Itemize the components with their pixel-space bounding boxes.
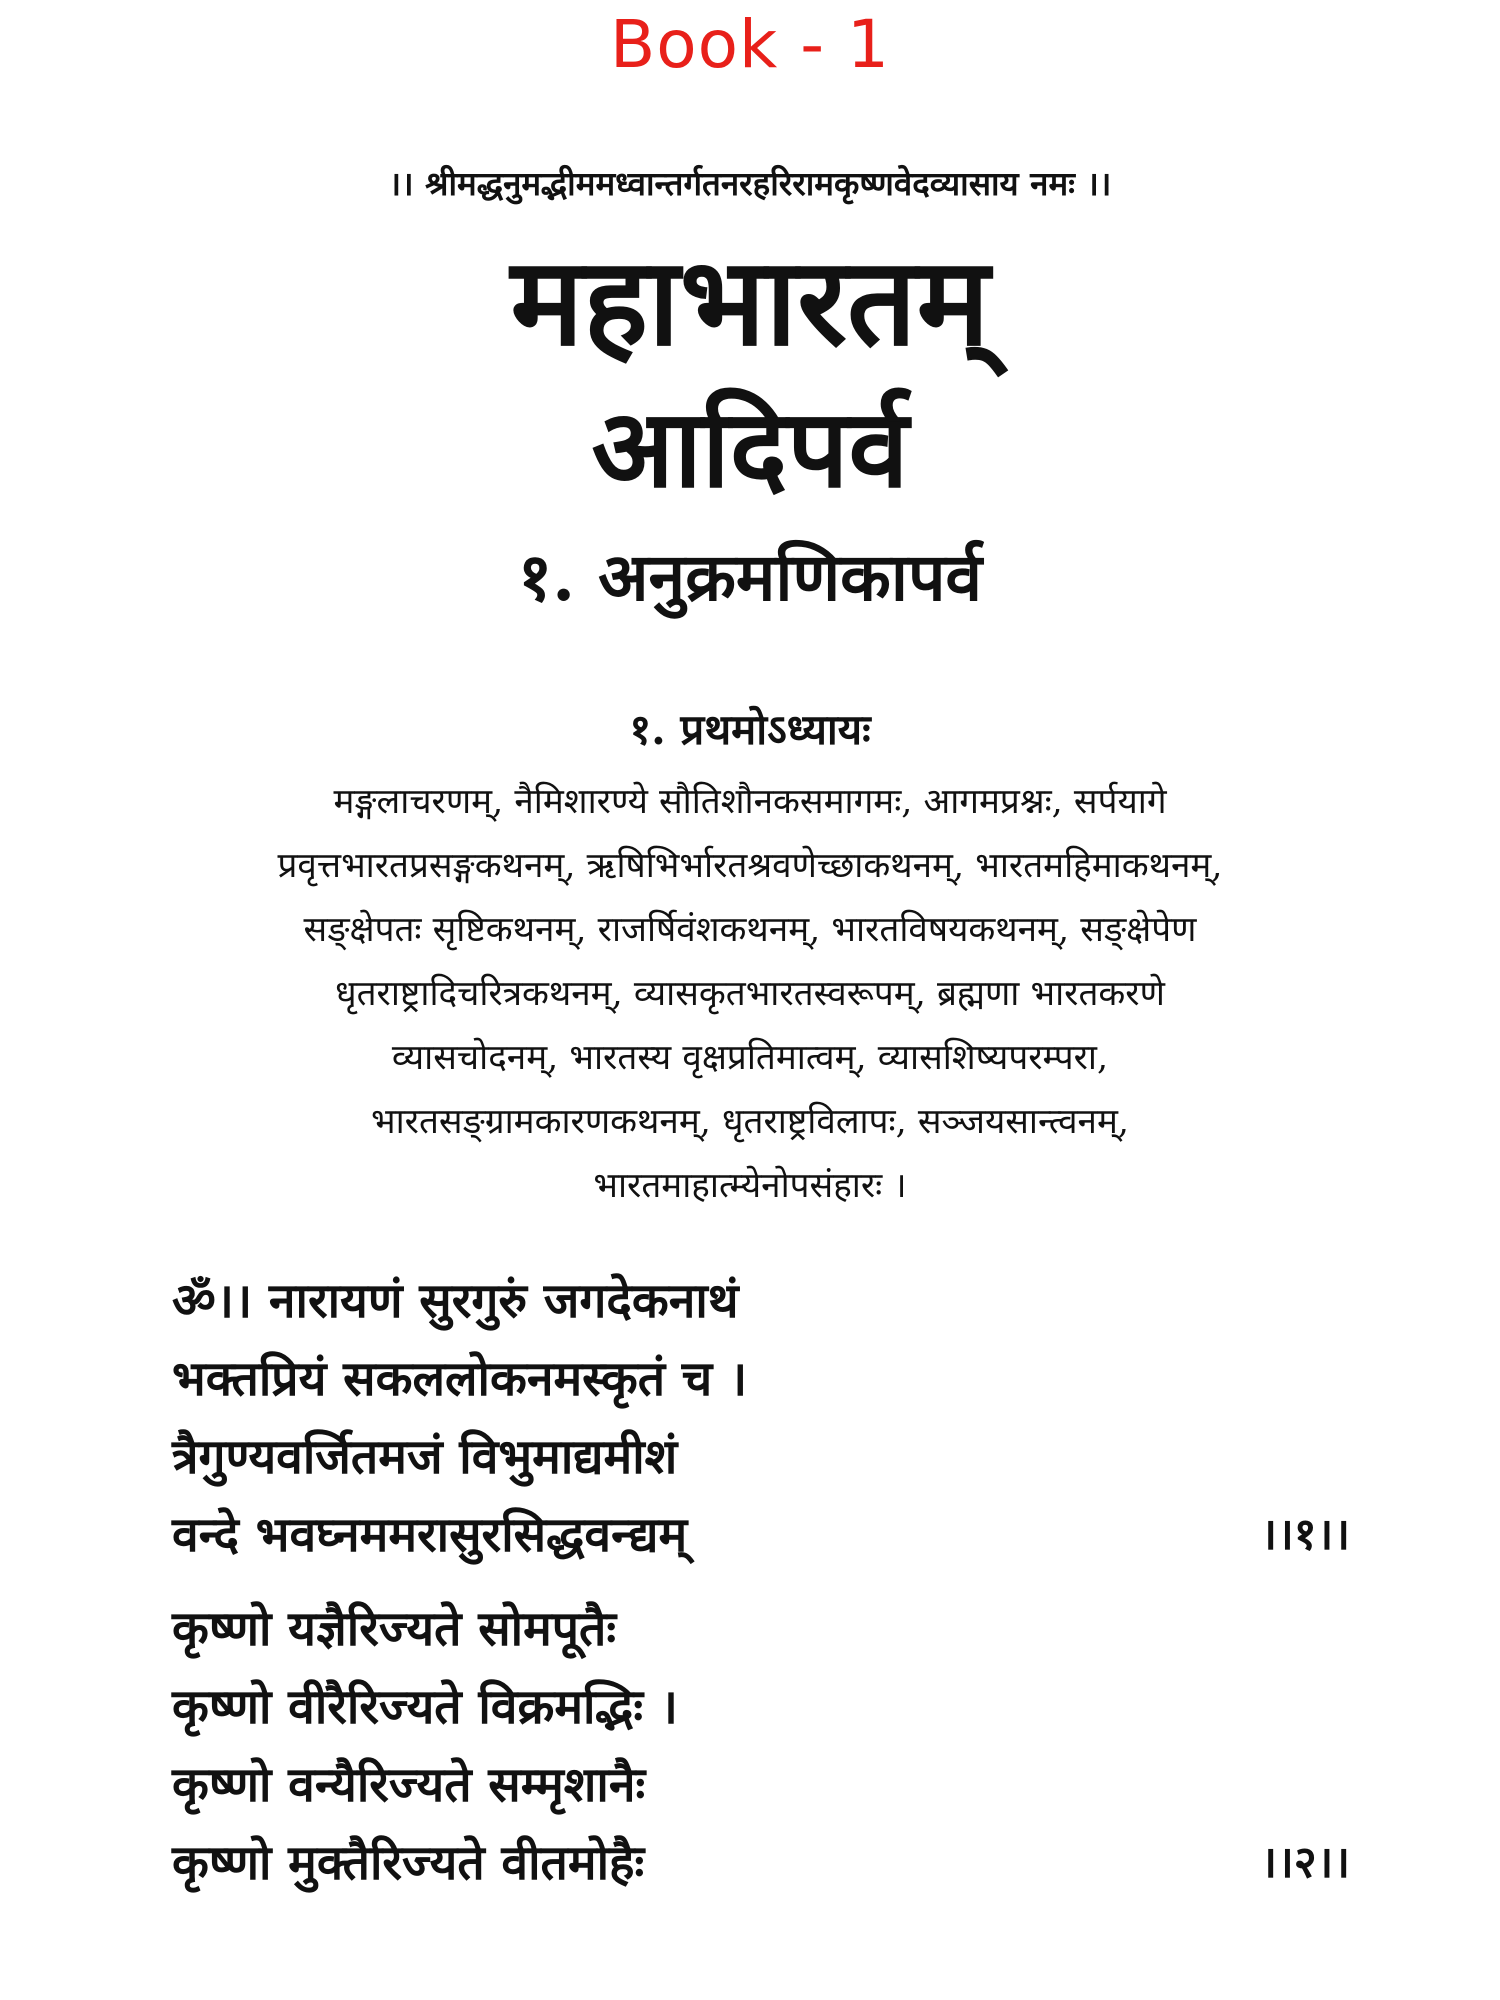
verse-number: ।।२।। <box>1260 1837 1350 1888</box>
verse-line: त्रैगुण्यवर्जितमजं विभुमाद्यमीशं <box>172 1429 678 1485</box>
verse-line: कृष्णो वीरैरिज्यते विक्रमद्भिः । <box>172 1679 678 1735</box>
chapter-summary <box>150 770 1350 1218</box>
parva-title: आदिपर्व <box>591 386 909 512</box>
main-title: महाभारतम् <box>510 229 990 373</box>
invocation-line: ।। श्रीमद्धनुमद्भीममध्वान्तर्गतनरहरिरामकृष्णवेदव्यासाय नमः ।। <box>388 164 1112 203</box>
summary-line: भारतमाहात्म्येनोपसंहारः । <box>593 1166 907 1206</box>
verse-line: कृष्णो वन्यैरिज्यते सम्मृशानैः <box>172 1757 646 1813</box>
verse-line <box>172 1824 1350 1902</box>
summary-line: मङ्गलाचरणम्, नैमिशारण्ये सौतिशौनकसमागमः, आगमप्रश्नः, सर्पयागे <box>333 782 1167 822</box>
verse-line-text: वन्दे भवघ्नममरासुरसिद्धवन्द्यम् <box>172 1507 688 1563</box>
summary-line: धृतराष्ट्रादिचरित्रकथनम्, व्यासकृतभारतस्वरूपम्, ब्रह्मणा भारतकरणे <box>335 974 1165 1014</box>
summary-line: भारतसङ्ग्रामकारणकथनम्, धृतराष्ट्रविलापः, सञ्जयसान्त्वनम्, <box>370 1102 1130 1142</box>
summary-line: सङ्क्षेपतः सृष्टिकथनम्, राजर्षिवंशकथनम्, भारतविषयकथनम्, सङ्क्षेपेण <box>303 910 1197 950</box>
summary-line: व्यासचोदनम्, भारतस्य वृक्षप्रतिमात्वम्, व्यासशिष्यपरम्परा, <box>391 1038 1109 1078</box>
verse-2 <box>172 1590 1350 1902</box>
book-label: Book - 1 <box>609 6 891 83</box>
chapter-title: १. प्रथमोऽध्यायः <box>629 705 871 754</box>
verse-1 <box>172 1262 1350 1574</box>
summary-line: प्रवृत्तभारतप्रसङ्गकथनम्, ऋषिभिर्भारतश्रवणेच्छाकथनम्, भारतमहिमाकथनम्, <box>277 846 1223 886</box>
verse-number: ।।१।। <box>1260 1509 1350 1560</box>
verse-line: कृष्णो यज्ञैरिज्यते सोमपूतैः <box>172 1601 617 1657</box>
verse-line: भक्तप्रियं सकललोकनमस्कृतं च । <box>172 1351 748 1407</box>
verse-line-text: कृष्णो मुक्तैरिज्यते वीतमोहैः <box>172 1835 645 1891</box>
verse-line <box>172 1496 1350 1574</box>
verse-line: ॐ।। नारायणं सुरगुरुं जगदेकनाथं <box>172 1273 739 1329</box>
subparva-title: १. अनुक्रमणिकापर्व <box>517 538 983 616</box>
